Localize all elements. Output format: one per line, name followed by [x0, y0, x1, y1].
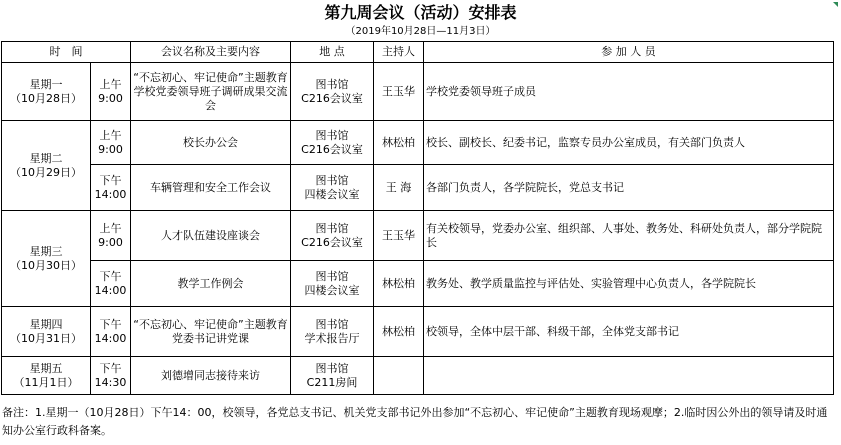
location-room: C216会议室	[301, 142, 363, 156]
table-row	[2, 261, 834, 307]
time-clock: 14:00	[94, 331, 127, 345]
day-date: （10月29日）	[10, 165, 82, 179]
location-cell	[291, 121, 374, 165]
meeting-cell: 刘德增同志接待来访	[131, 357, 291, 395]
location-building: 图书馆	[315, 269, 349, 283]
location-cell	[291, 165, 374, 211]
time-period: 下午	[99, 317, 122, 331]
day-cell	[2, 357, 91, 395]
time-cell	[91, 261, 131, 307]
location-room: 四楼会议室	[304, 283, 360, 297]
day-cell	[2, 121, 91, 211]
meeting-cell: 校长办公会	[131, 121, 291, 165]
host-cell: 林松柏	[374, 121, 424, 165]
location-room: 学术报告厅	[304, 331, 360, 345]
time-cell	[91, 165, 131, 211]
location-cell	[291, 357, 374, 395]
participants-cell: 校领导，全体中层干部、科级干部，全体党支部书记	[424, 307, 834, 357]
time-clock: 9:00	[98, 91, 123, 105]
location-cell	[291, 63, 374, 121]
table-row	[2, 357, 834, 395]
participants-cell	[424, 357, 834, 395]
time-period: 下午	[99, 361, 122, 375]
day-cell	[2, 307, 91, 357]
location-building: 图书馆	[315, 361, 349, 375]
time-cell	[91, 307, 131, 357]
time-period: 下午	[99, 173, 122, 187]
time-cell	[91, 357, 131, 395]
host-cell: 王 海	[374, 165, 424, 211]
header-meeting: 会议名称及主要内容	[131, 42, 291, 63]
day-cell	[2, 211, 91, 307]
location-room: C211房间	[306, 375, 358, 389]
header-time: 时 间	[2, 42, 131, 63]
meeting-cell: 人才队伍建设座谈会	[131, 211, 291, 261]
footnote: 备注：1.星期一（10月28日）下午14：00，校领导，各党总支书记、机关党支部书记外出参加“不忘初心、牢记使命”主题教育现场观摩；2.临时因公外出的领导请及时通知办公室行政科备案。	[2, 406, 828, 437]
cell-comment-marker	[833, 2, 838, 7]
participants-cell: 各部门负责人，各学院院长，党总支书记	[424, 165, 834, 211]
location-building: 图书馆	[315, 317, 349, 331]
header-location: 地 点	[291, 42, 374, 63]
time-clock: 9:00	[98, 142, 123, 156]
host-cell: 林松柏	[374, 307, 424, 357]
meeting-cell: 车辆管理和安全工作会议	[131, 165, 291, 211]
table-row	[2, 211, 834, 261]
location-cell	[291, 211, 374, 261]
time-clock: 9:00	[98, 235, 123, 249]
participants-cell: 校长、副校长、纪委书记，监察专员办公室成员，有关部门负责人	[424, 121, 834, 165]
host-cell: 王玉华	[374, 63, 424, 121]
location-building: 图书馆	[315, 128, 349, 142]
meeting-cell: “不忘初心、牢记使命”主题教育学校党委领导班子调研成果交流会	[131, 63, 291, 121]
host-cell	[374, 357, 424, 395]
day-name: 星期五	[29, 361, 63, 375]
page-title: 第九周会议（活动）安排表	[324, 3, 517, 22]
time-period: 下午	[99, 269, 122, 283]
time-cell	[91, 121, 131, 165]
header-row	[2, 42, 834, 63]
day-date: （10月30日）	[10, 258, 82, 272]
location-building: 图书馆	[315, 77, 349, 91]
location-room: C216会议室	[301, 91, 363, 105]
day-name: 星期一	[29, 77, 63, 91]
location-cell	[291, 307, 374, 357]
time-period: 上午	[99, 77, 122, 91]
host-cell: 林松柏	[374, 261, 424, 307]
participants-cell: 有关校领导，党委办公室、组织部、人事处、教务处、科研处负责人，部分学院院长	[424, 211, 834, 261]
day-date: （11月1日）	[13, 375, 79, 389]
day-cell	[2, 63, 91, 121]
table-row	[2, 307, 834, 357]
location-cell	[291, 261, 374, 307]
day-date: （10月31日）	[10, 331, 82, 345]
time-clock: 14:00	[94, 187, 127, 201]
header-participants: 参 加 人 员	[424, 42, 834, 63]
location-room: 四楼会议室	[304, 187, 360, 201]
date-range: （2019年10月28日—11月3日）	[345, 26, 496, 37]
participants-cell: 教务处、教学质量监控与评估处、实验管理中心负责人，各学院院长	[424, 261, 834, 307]
time-period: 上午	[99, 221, 122, 235]
meeting-cell: 教学工作例会	[131, 261, 291, 307]
table-row	[2, 63, 834, 121]
day-name: 星期二	[29, 151, 63, 165]
participants-cell: 学校党委领导班子成员	[424, 63, 834, 121]
location-building: 图书馆	[315, 221, 349, 235]
host-cell: 王玉华	[374, 211, 424, 261]
schedule-table	[1, 41, 834, 395]
day-name: 星期四	[29, 317, 63, 331]
table-row	[2, 121, 834, 165]
time-clock: 14:00	[94, 283, 127, 297]
location-room: C216会议室	[301, 235, 363, 249]
time-cell	[91, 211, 131, 261]
time-clock: 14:30	[94, 375, 127, 389]
time-cell	[91, 63, 131, 121]
meeting-cell: “不忘初心、牢记使命”主题教育党委书记讲党课	[131, 307, 291, 357]
table-row	[2, 165, 834, 211]
header-host: 主持人	[374, 42, 424, 63]
location-building: 图书馆	[315, 173, 349, 187]
time-period: 上午	[99, 128, 122, 142]
day-date: （10月28日）	[10, 91, 82, 105]
day-name: 星期三	[29, 244, 63, 258]
